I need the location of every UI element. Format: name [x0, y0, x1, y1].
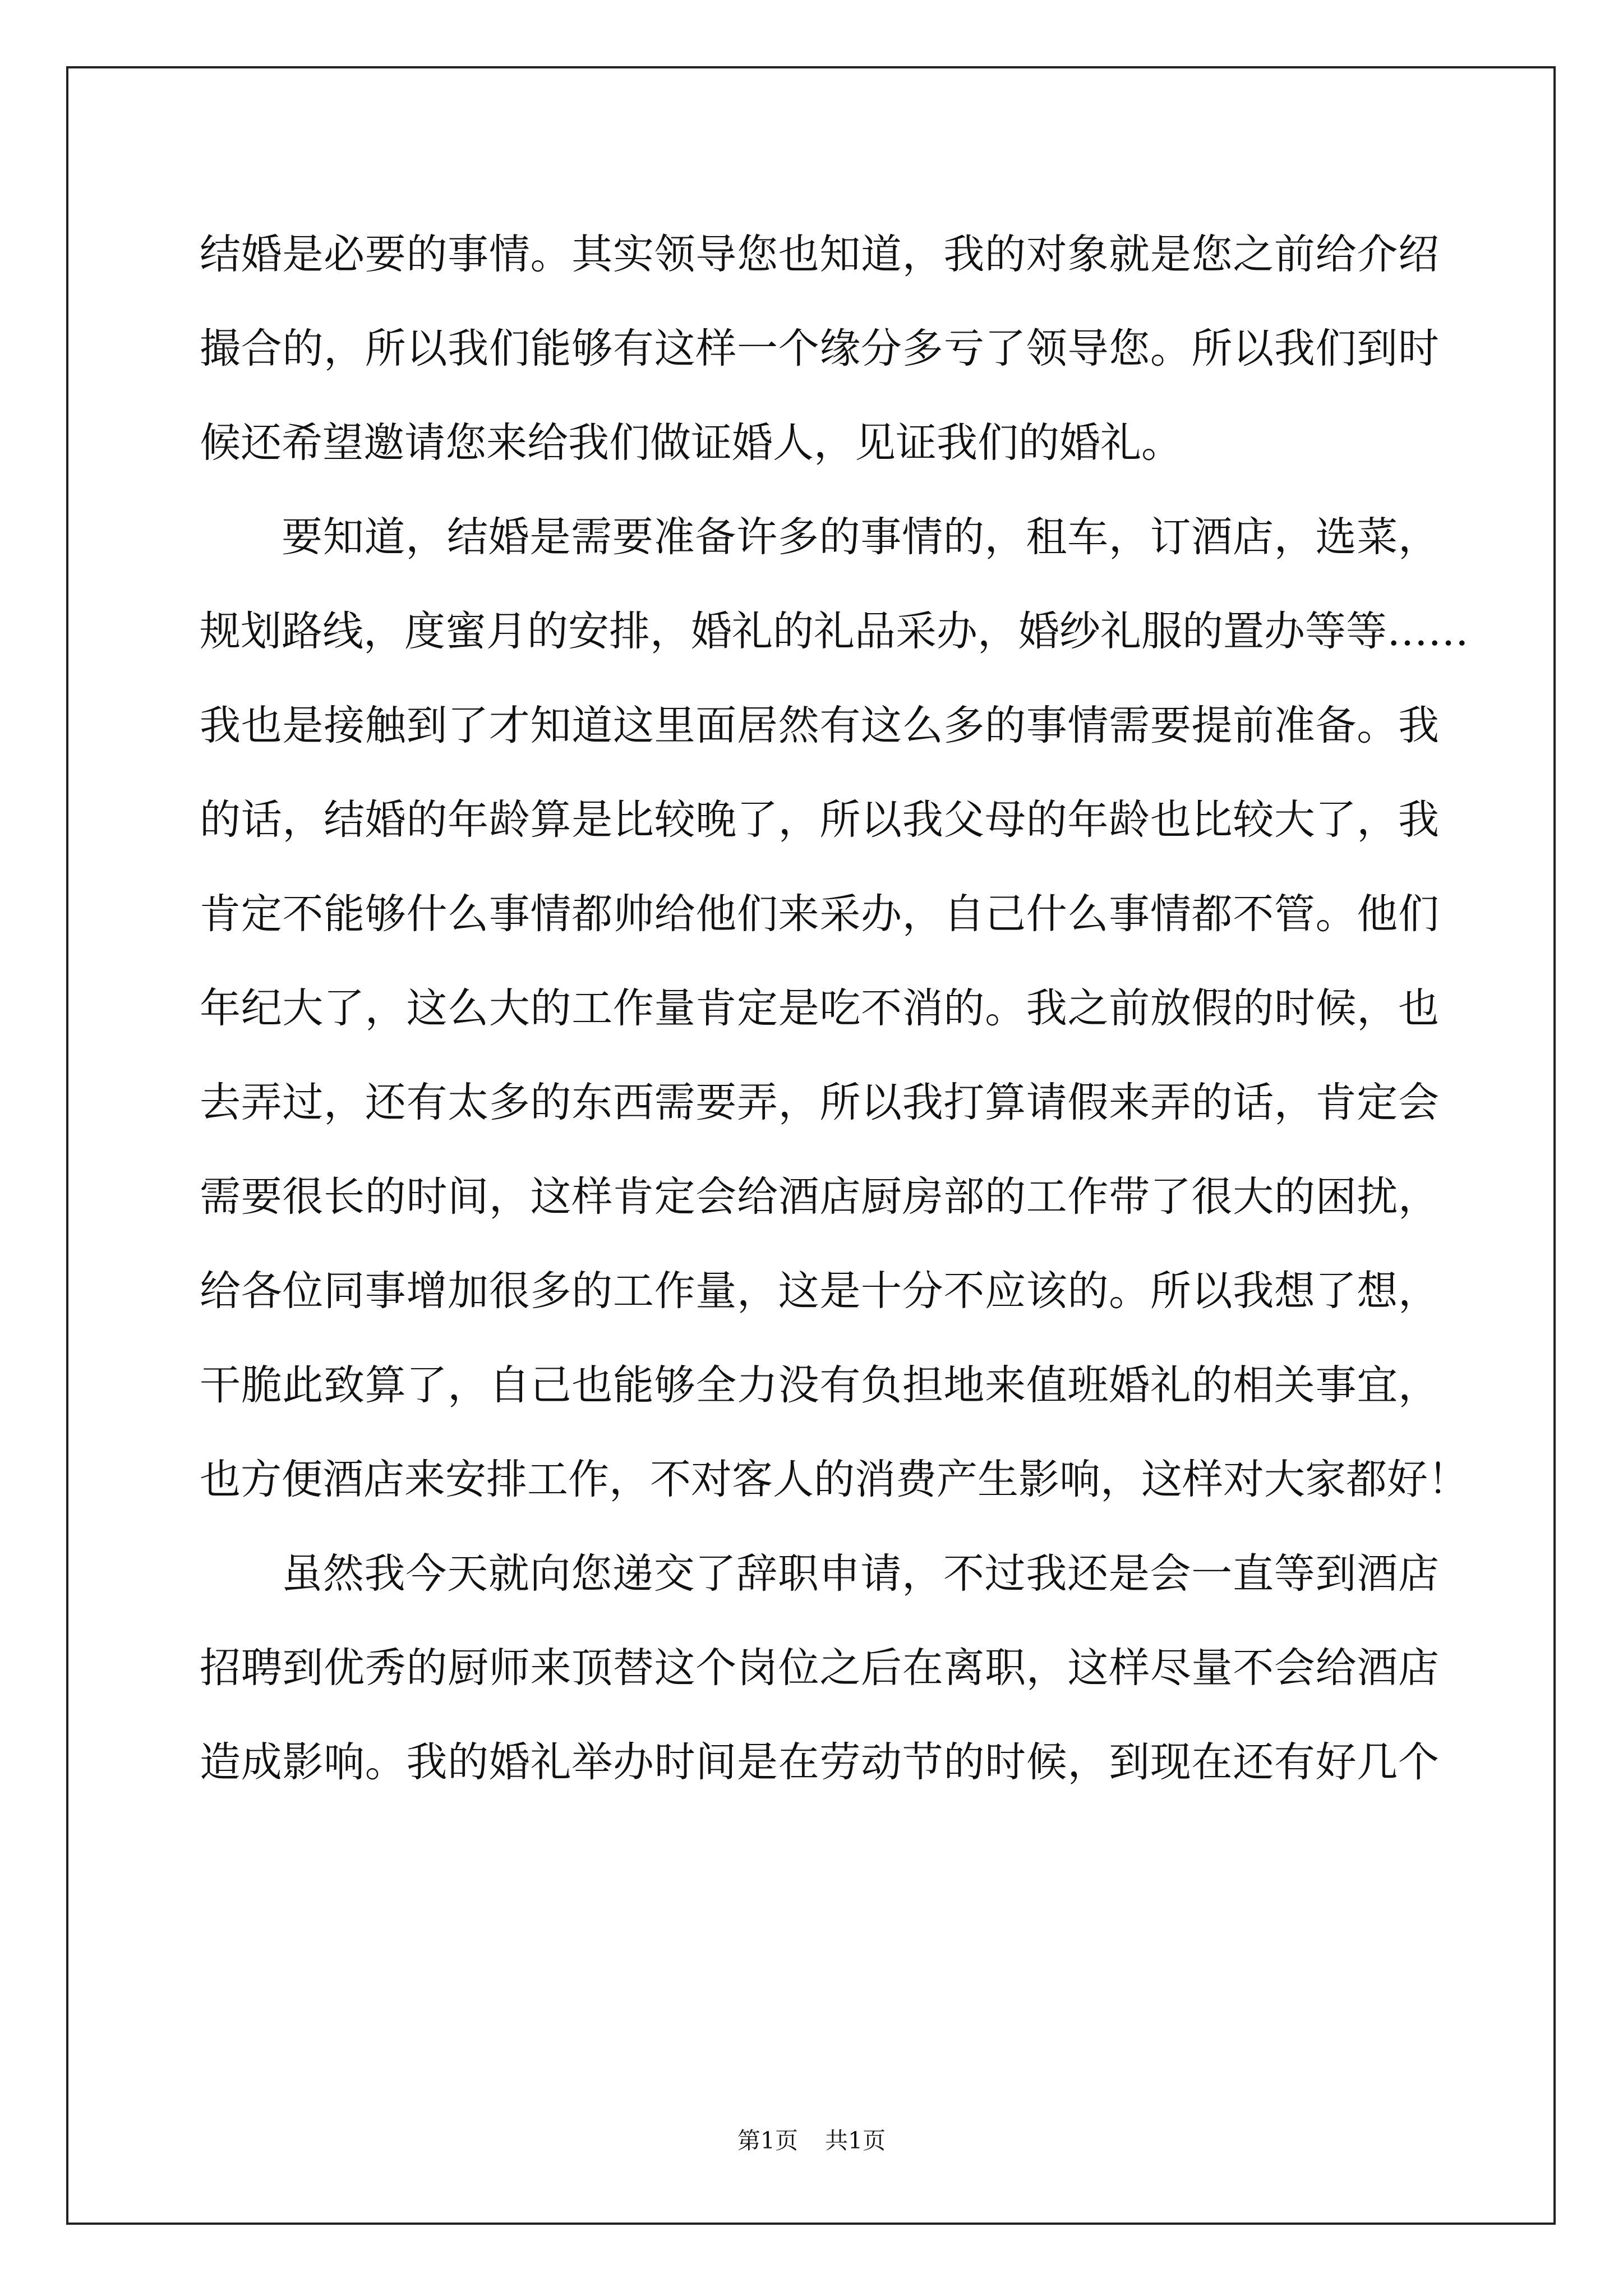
text-line-14: 也方便酒店来安排工作，不对客人的消费产生影响，这样对大家都好！	[200, 1456, 1469, 1503]
text-line-11: 需要很长的时间，这样肯定会给酒店厨房部的工作带了很大的困扰，	[200, 1173, 1439, 1221]
text-line-9: 年纪大了，这么大的工作量肯定是吃不消的。我之前放假的时候，也	[200, 984, 1439, 1032]
text-line-16: 招聘到优秀的厨师来顶替这个岗位之后在离职，这样尽量不会给酒店	[200, 1644, 1439, 1692]
text-line-3: 候还希望邀请您来给我们做证婚人，见证我们的婚礼。	[200, 419, 1182, 467]
text-line-7: 的话，结婚的年龄算是比较晚了，所以我父母的年龄也比较大了，我	[200, 796, 1439, 844]
document-body	[200, 208, 1469, 1810]
page-footer	[0, 2124, 1623, 2157]
text-line-8: 肯定不能够什么事情都帅给他们来采办，自己什么事情都不管。他们	[200, 890, 1439, 938]
text-line-2: 撮合的，所以我们能够有这样一个缘分多亏了领导您。所以我们到时	[200, 325, 1439, 372]
page-number-current: 第1页	[737, 2127, 798, 2154]
text-line-13: 干脆此致算了，自己也能够全力没有负担地来值班婚礼的相关事宜，	[200, 1361, 1439, 1409]
text-line-17: 造成影响。我的婚礼举办时间是在劳动节的时候，到现在还有好几个	[200, 1738, 1439, 1786]
text-line-15: 虽然我今天就向您递交了辞职申请，不过我还是会一直等到酒店	[282, 1550, 1439, 1598]
text-line-1: 结婚是必要的事情。其实领导您也知道，我的对象就是您之前给介绍	[200, 231, 1439, 278]
text-line-5: 规划路线，度蜜月的安排，婚礼的礼品采办，婚纱礼服的置办等等……	[200, 608, 1469, 655]
text-line-4: 要知道，结婚是需要准备许多的事情的，租车，订酒店，选菜，	[282, 513, 1439, 561]
page-number-total: 共1页	[825, 2127, 886, 2154]
text-line-12: 给各位同事增加很多的工作量，这是十分不应该的。所以我想了想，	[200, 1267, 1439, 1315]
text-line-6: 我也是接触到了才知道这里面居然有这么多的事情需要提前准备。我	[200, 702, 1439, 749]
text-line-10: 去弄过，还有太多的东西需要弄，所以我打算请假来弄的话，肯定会	[200, 1079, 1439, 1126]
